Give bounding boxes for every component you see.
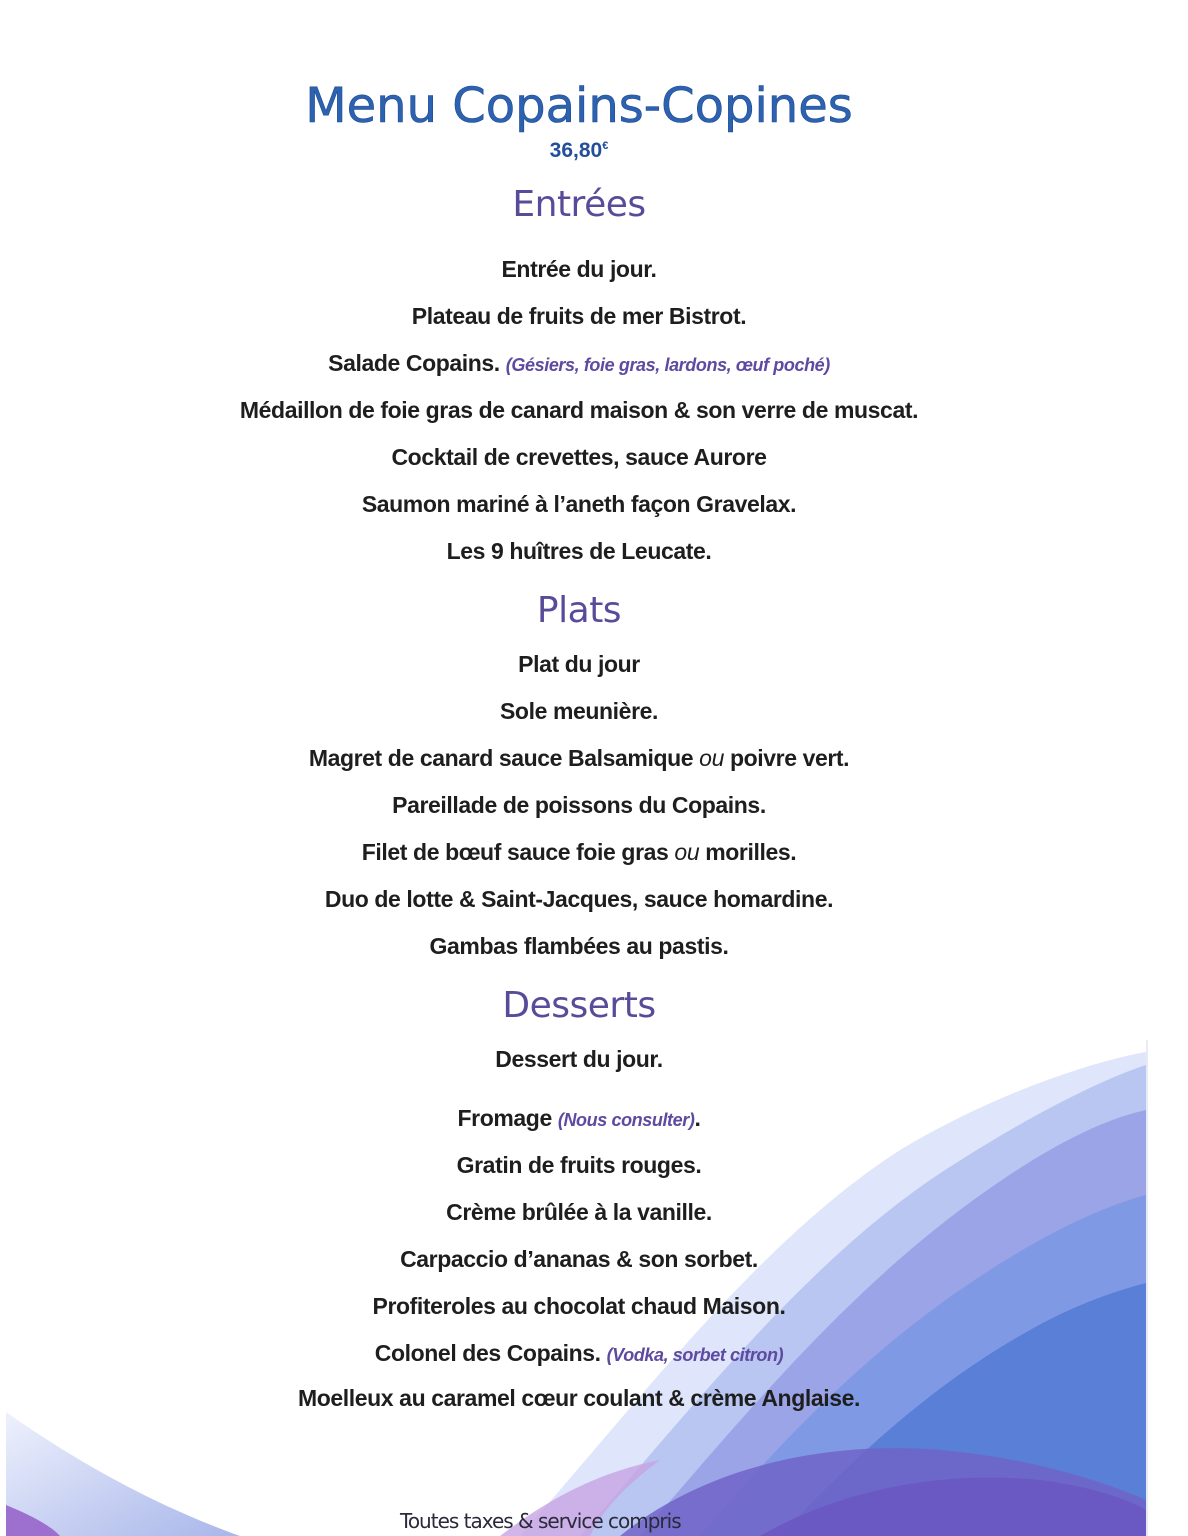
currency-symbol: € bbox=[602, 140, 609, 152]
item-label: Cocktail de crevettes, sauce Aurore bbox=[391, 444, 767, 470]
item-label: Les 9 huîtres de Leucate. bbox=[446, 538, 712, 564]
item-label: Filet de bœuf sauce foie gras bbox=[361, 839, 669, 865]
section-heading-desserts: Desserts bbox=[502, 985, 656, 1026]
item-label-suffix: poivre vert. bbox=[729, 745, 850, 771]
menu-item bbox=[0, 651, 1158, 678]
menu-item bbox=[0, 933, 1158, 960]
section-heading-entrees: Entrées bbox=[512, 184, 646, 225]
menu-item bbox=[0, 538, 1158, 565]
item-label: Crème brûlée à la vanille. bbox=[446, 1199, 712, 1225]
menu-item bbox=[0, 839, 1158, 866]
section-heading-plats: Plats bbox=[536, 590, 622, 631]
item-conjunction: ou bbox=[674, 839, 700, 865]
menu-item bbox=[0, 491, 1158, 518]
menu-item bbox=[0, 1246, 1158, 1273]
menu-item bbox=[0, 1385, 1158, 1412]
menu-item bbox=[0, 397, 1158, 424]
footer-note: Toutes taxes & service compris bbox=[400, 1509, 681, 1533]
item-label-suffix: morilles. bbox=[705, 839, 797, 865]
item-note: (Vodka, sorbet citron) bbox=[606, 1345, 784, 1365]
item-label: Salade Copains. bbox=[328, 350, 500, 376]
menu-item bbox=[0, 1340, 1158, 1367]
item-label: Saumon mariné à l’aneth façon Gravelax. bbox=[361, 491, 797, 517]
price-value: 36,80 bbox=[549, 139, 603, 162]
menu-item bbox=[0, 792, 1158, 819]
item-label: Magret de canard sauce Balsamique bbox=[308, 745, 694, 771]
menu-price bbox=[0, 139, 1158, 163]
menu-item bbox=[0, 1046, 1158, 1073]
menu-item bbox=[0, 444, 1158, 471]
item-label: Moelleux au caramel cœur coulant & crème Anglaise. bbox=[297, 1385, 860, 1411]
item-label: Profiteroles au chocolat chaud Maison. bbox=[372, 1293, 786, 1319]
menu-title: Menu Copains-Copines bbox=[305, 78, 853, 134]
menu-item bbox=[0, 256, 1158, 283]
item-label: Fromage bbox=[457, 1105, 552, 1131]
item-label: Duo de lotte & Saint-Jacques, sauce homardine. bbox=[324, 886, 834, 912]
item-label: Entrée du jour. bbox=[501, 256, 657, 282]
menu-item bbox=[0, 1105, 1158, 1132]
item-label: Sole meunière. bbox=[499, 698, 659, 724]
menu-item bbox=[0, 886, 1158, 913]
item-note: (Gésiers, foie gras, lardons, œuf poché) bbox=[505, 355, 830, 375]
menu-item bbox=[0, 698, 1158, 725]
item-label: Carpaccio d’ananas & son sorbet. bbox=[400, 1246, 758, 1272]
item-label: Colonel des Copains. bbox=[374, 1340, 601, 1366]
menu-item bbox=[0, 1293, 1158, 1320]
item-label-suffix: . bbox=[694, 1105, 701, 1131]
item-label: Médaillon de foie gras de canard maison & son verre de muscat. bbox=[239, 397, 919, 423]
menu-item bbox=[0, 1199, 1158, 1226]
item-conjunction: ou bbox=[699, 745, 724, 771]
item-label: Pareillade de poissons du Copains. bbox=[392, 792, 766, 818]
item-label: Dessert du jour. bbox=[495, 1046, 663, 1072]
item-note: (Nous consulter) bbox=[557, 1110, 695, 1130]
menu-item bbox=[0, 303, 1158, 330]
item-label: Plat du jour bbox=[518, 651, 640, 677]
menu-item bbox=[0, 350, 1158, 377]
item-label: Plateau de fruits de mer Bistrot. bbox=[411, 303, 747, 329]
item-label: Gambas flambées au pastis. bbox=[429, 933, 729, 959]
menu-item bbox=[0, 1152, 1158, 1179]
menu-item bbox=[0, 745, 1158, 772]
item-label: Gratin de fruits rouges. bbox=[456, 1152, 702, 1178]
